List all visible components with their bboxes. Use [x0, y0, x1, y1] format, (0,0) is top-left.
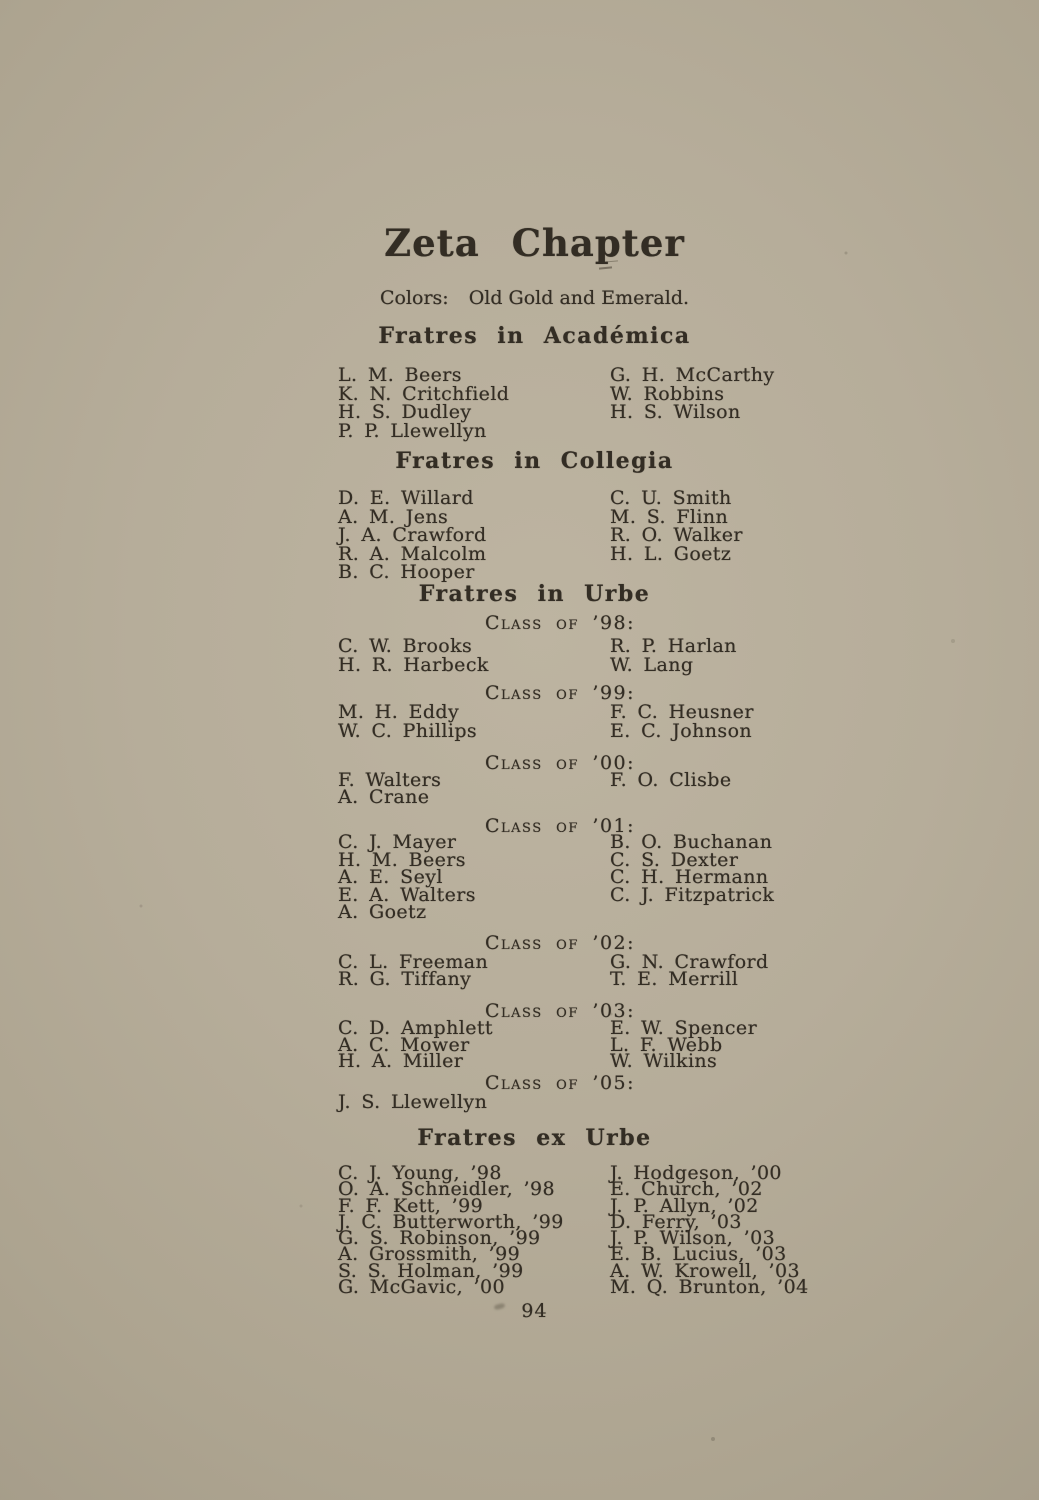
- ink-mark: [599, 266, 612, 269]
- member-name: D. E. Willard: [338, 487, 474, 509]
- member-name: J. P. Wilson, ’03: [610, 1227, 776, 1250]
- member-name: E. W. Spencer: [610, 1017, 758, 1039]
- class-99-member-list: [338, 701, 754, 742]
- member-name: A. Crane: [338, 785, 430, 808]
- member-name: T. E. Merrill: [610, 967, 739, 990]
- member-name: M. H. Eddy: [338, 701, 460, 723]
- member-column-left: [338, 366, 610, 440]
- member-name: M. S. Flinn: [610, 505, 729, 528]
- member-name: A. Goetz: [338, 901, 427, 923]
- member-name: C. D. Amphlett: [338, 1017, 493, 1039]
- colors-value: Old Gold and Emerald.: [468, 287, 690, 309]
- page-title: Zeta Chapter: [384, 221, 685, 265]
- class-03-member-list: [338, 1017, 758, 1072]
- member-column-left: [338, 637, 610, 674]
- member-name: H. M. Beers: [338, 848, 466, 871]
- member-name: A. E. Seyl: [338, 866, 443, 888]
- class-heading-05: Class of ’05:: [485, 1072, 636, 1094]
- member-column-right: [610, 831, 775, 922]
- class-05-member-list: [338, 1093, 740, 1112]
- member-column-right: [610, 769, 740, 805]
- section-heading-academica: Fratres in Académica: [378, 323, 691, 349]
- colors-line: [30, 288, 1039, 308]
- member-name: W. C. Phillips: [338, 720, 478, 742]
- collegia-member-list: [338, 487, 743, 583]
- member-name: W. Wilkins: [610, 1050, 718, 1072]
- member-name: O. A. Schneidler, ’98: [338, 1178, 555, 1201]
- member-name: J. S. Llewellyn: [338, 1091, 488, 1113]
- member-column-left: [338, 1162, 610, 1299]
- member-name: R. O. Walker: [610, 524, 743, 546]
- academica-member-list: [338, 364, 775, 442]
- member-column-left: [338, 1093, 610, 1112]
- member-column-left: [338, 951, 610, 990]
- ex-urbe-member-list: [338, 1162, 809, 1299]
- class-heading-03: Class of ’03:: [485, 1000, 636, 1022]
- member-column-left: [338, 1017, 610, 1072]
- member-column-right: [610, 1017, 758, 1072]
- member-name: A. M. Jens: [338, 505, 449, 528]
- class-heading-99: Class of ’99:: [485, 682, 636, 704]
- member-name: L. F. Webb: [610, 1033, 723, 1056]
- member-name: F. F. Kett, ’99: [338, 1194, 484, 1217]
- member-name: D. Ferry, ’03: [610, 1210, 742, 1233]
- class-heading-00: Class of ’00:: [485, 752, 636, 774]
- member-column-left: [338, 831, 610, 923]
- member-name: C. J. Mayer: [338, 831, 457, 853]
- member-name: F. C. Heusner: [610, 701, 754, 723]
- class-00-member-list: [338, 769, 740, 808]
- member-name: F. Walters: [338, 769, 442, 791]
- member-name: B. C. Hooper: [338, 561, 475, 583]
- member-column-left: [338, 769, 610, 808]
- member-name: G. H. McCarthy: [610, 364, 775, 386]
- member-name: J. Hodgeson, ’00: [610, 1162, 782, 1184]
- member-name: F. O. Clisbe: [610, 769, 732, 791]
- member-name: C. U. Smith: [610, 487, 732, 509]
- member-name: E. A. Walters: [338, 883, 476, 906]
- member-column-right: [610, 489, 743, 582]
- member-column-right: [610, 1162, 809, 1299]
- member-name: G. S. Robinson, ’99: [338, 1227, 541, 1250]
- member-name: R. G. Tiffany: [338, 967, 472, 990]
- member-column-right: [610, 703, 754, 741]
- member-name: W. Lang: [610, 653, 694, 676]
- class-98-member-list: [338, 637, 740, 674]
- member-name: W. Robbins: [610, 382, 725, 405]
- member-name: H. R. Harbeck: [338, 653, 489, 676]
- page-number: 94: [521, 1300, 548, 1322]
- section-heading-urbe: Fratres in Urbe: [418, 581, 651, 607]
- member-column-left: [338, 489, 610, 582]
- member-name: C. J. Young, ’98: [338, 1162, 502, 1184]
- class-02-member-list: [338, 951, 769, 990]
- member-name: R. P. Harlan: [610, 635, 737, 657]
- member-name: A. C. Mower: [338, 1033, 470, 1056]
- member-name: A. W. Krowell, ’03: [610, 1259, 800, 1282]
- colors-label: Colors:: [379, 287, 449, 309]
- member-name: K. N. Critchfield: [338, 382, 510, 405]
- member-name: H. S. Dudley: [338, 401, 472, 423]
- member-name: H. S. Wilson: [610, 401, 741, 423]
- member-name: P. P. Llewellyn: [338, 419, 487, 442]
- member-name: C. W. Brooks: [338, 635, 473, 657]
- member-column-right: [610, 637, 740, 674]
- member-name: E. Church, ’02: [610, 1178, 763, 1201]
- class-heading-01: Class of ’01:: [485, 815, 636, 837]
- section-heading-collegia: Fratres in Collegia: [395, 448, 674, 474]
- member-column-left: [338, 703, 610, 741]
- section-heading-ex-urbe: Fratres ex Urbe: [417, 1125, 652, 1151]
- member-column-right: [610, 366, 774, 440]
- member-name: C. S. Dexter: [610, 848, 739, 871]
- member-name: G. McGavic, ’00: [338, 1276, 505, 1299]
- member-column-right: [610, 951, 769, 990]
- member-name: H. A. Miller: [338, 1050, 464, 1072]
- class-heading-98: Class of ’98:: [485, 612, 636, 634]
- member-name: M. Q. Brunton, ’04: [610, 1276, 809, 1299]
- member-name: J. P. Allyn, ’02: [610, 1194, 759, 1217]
- member-name: L. M. Beers: [338, 364, 462, 386]
- member-name: C. H. Hermann: [610, 866, 769, 888]
- member-name: B. O. Buchanan: [610, 831, 773, 853]
- member-name: E. C. Johnson: [610, 720, 753, 742]
- member-name: S. S. Holman, ’99: [338, 1259, 524, 1282]
- member-name: C. L. Freeman: [338, 951, 489, 973]
- member-name: J. C. Butterworth, ’99: [338, 1210, 564, 1233]
- member-name: E. B. Lucius, ’03: [610, 1243, 787, 1266]
- member-name: H. L. Goetz: [610, 542, 732, 565]
- member-name: A. Grossmith, ’99: [338, 1243, 521, 1266]
- member-name: C. J. Fitzpatrick: [610, 883, 775, 906]
- member-name: R. A. Malcolm: [338, 542, 487, 565]
- member-name: G. N. Crawford: [610, 951, 769, 973]
- class-01-member-list: [338, 831, 775, 923]
- member-name: J. A. Crawford: [338, 524, 487, 546]
- member-column-right: [610, 1093, 740, 1112]
- class-heading-02: Class of ’02:: [485, 932, 636, 954]
